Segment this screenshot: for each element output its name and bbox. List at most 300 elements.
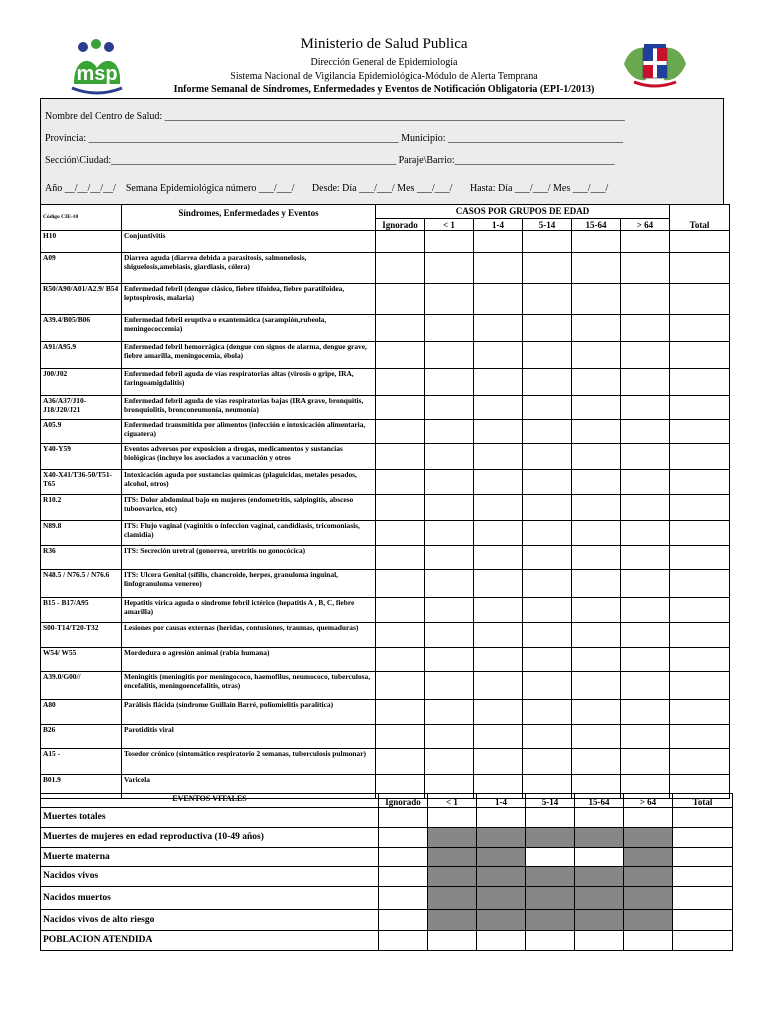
case-count-cell[interactable] xyxy=(425,342,474,369)
vital-age-header: < 1 xyxy=(428,794,477,808)
cie-code: X40-X41/T36-50/T51-T65 xyxy=(41,470,122,495)
case-count-cell[interactable] xyxy=(425,284,474,315)
case-count-cell[interactable] xyxy=(572,495,621,521)
case-count-cell[interactable] xyxy=(425,521,474,546)
row-total-cell[interactable] xyxy=(670,420,730,444)
disease-description: Hepatitis vírica aguda o síndrome febril ictérico (hepatitis A , B, C, fiebre amarilla) xyxy=(122,598,376,623)
case-count-cell[interactable] xyxy=(376,444,425,470)
case-count-cell[interactable] xyxy=(425,315,474,342)
ministry-title: Ministerio de Salud Publica xyxy=(300,36,468,52)
shaded-cell xyxy=(526,887,575,910)
row-total-cell[interactable] xyxy=(670,521,730,546)
case-count-cell[interactable] xyxy=(425,420,474,444)
disease-description: Parálisis flácida (síndrome Guillain Barré, poliomielitis paralítica) xyxy=(122,700,376,725)
cie-code: A80 xyxy=(41,700,122,725)
case-count-cell[interactable] xyxy=(425,546,474,570)
case-count-cell[interactable] xyxy=(523,231,572,253)
case-count-cell[interactable] xyxy=(425,672,474,700)
vital-count-cell[interactable] xyxy=(526,808,575,828)
case-count-cell[interactable] xyxy=(572,648,621,672)
vital-count-cell[interactable] xyxy=(379,887,428,910)
case-count-cell[interactable] xyxy=(376,495,425,521)
vital-row xyxy=(41,910,733,931)
row-total-cell[interactable] xyxy=(670,570,730,598)
case-count-cell[interactable] xyxy=(572,253,621,284)
cie-code: W54/ W55 xyxy=(41,648,122,672)
cie-code: A39.0/G00// xyxy=(41,672,122,700)
case-count-cell[interactable] xyxy=(572,546,621,570)
case-count-cell[interactable] xyxy=(621,521,670,546)
shaded-cell xyxy=(428,910,477,931)
cie-code: A15 - xyxy=(41,749,122,775)
case-count-cell[interactable] xyxy=(523,521,572,546)
shaded-cell xyxy=(575,828,624,848)
row-total-cell[interactable] xyxy=(670,284,730,315)
row-total-cell[interactable] xyxy=(670,231,730,253)
desc-header: Síndromes, Enfermedades y Eventos xyxy=(122,205,376,231)
case-count-cell[interactable] xyxy=(474,420,523,444)
cie-code: S00-T14/T20-T32 xyxy=(41,623,122,648)
casos-header: CASOS POR GRUPOS DE EDAD xyxy=(376,205,670,219)
vital-count-cell[interactable] xyxy=(379,848,428,867)
table-row xyxy=(41,521,730,546)
case-count-cell[interactable] xyxy=(523,700,572,725)
shaded-cell xyxy=(477,887,526,910)
case-count-cell[interactable] xyxy=(376,284,425,315)
case-count-cell[interactable] xyxy=(621,420,670,444)
vital-events-table xyxy=(40,793,733,951)
cie-code: N48.5 / N76.5 / N76.6 xyxy=(41,570,122,598)
row-total-cell[interactable] xyxy=(670,495,730,521)
case-count-cell[interactable] xyxy=(572,444,621,470)
case-count-cell[interactable] xyxy=(621,470,670,495)
disease-description: Enfermedad febril aguda de vías respiratorias altas (virosis o gripe, IRA, faringoamigdalitis) xyxy=(122,369,376,396)
vital-count-cell[interactable] xyxy=(428,808,477,828)
case-count-cell[interactable] xyxy=(621,570,670,598)
shaded-cell xyxy=(428,848,477,867)
shaded-cell xyxy=(428,887,477,910)
case-count-cell[interactable] xyxy=(621,672,670,700)
table-row xyxy=(41,598,730,623)
case-count-cell[interactable] xyxy=(474,369,523,396)
cie-code: A91/A95.9 xyxy=(41,342,122,369)
row-total-cell[interactable] xyxy=(670,749,730,775)
table-row xyxy=(41,470,730,495)
disease-description: ITS: Ulcera Genital (sífilis, chancroide, herpes, granuloma inguinal, linfogranuloma venereo) xyxy=(122,570,376,598)
case-count-cell[interactable] xyxy=(523,444,572,470)
vital-row xyxy=(41,887,733,910)
vital-age-header: Ignorado xyxy=(379,794,428,808)
date-week-field[interactable]: Año __/__/__/__/ Semana Epidemiológica número ___/___/ Desde: Día ___/___/ Mes ___/___/ Hasta: Día ___/___/ Mes ___/___/ xyxy=(45,183,609,194)
case-count-cell[interactable] xyxy=(621,396,670,420)
case-count-cell[interactable] xyxy=(621,284,670,315)
row-total-cell[interactable] xyxy=(670,342,730,369)
case-count-cell[interactable] xyxy=(474,672,523,700)
system-title: Sistema Nacional de Vigilancia Epidemiológica-Módulo de Alerta Temprana xyxy=(230,71,538,82)
table-row xyxy=(41,672,730,700)
shaded-cell xyxy=(624,848,673,867)
vital-total-cell[interactable] xyxy=(673,828,733,848)
case-count-cell[interactable] xyxy=(523,495,572,521)
vital-event-label: Muertes de mujeres en edad reproductiva (10-49 años) xyxy=(41,828,379,848)
cie-code: A05.9 xyxy=(41,420,122,444)
case-count-cell[interactable] xyxy=(572,396,621,420)
table-row xyxy=(41,546,730,570)
table-header-row xyxy=(41,205,730,219)
case-count-cell[interactable] xyxy=(572,700,621,725)
age-col-header: 1-4 xyxy=(474,219,523,231)
disease-description: Eventos adversos por exposicion a drogas, medicamentos y sustancias biológicas (incluye los asociados a vacunación y otros xyxy=(122,444,376,470)
case-count-cell[interactable] xyxy=(425,700,474,725)
case-count-cell[interactable] xyxy=(621,546,670,570)
vital-total-header: Total xyxy=(673,794,733,808)
table-row xyxy=(41,444,730,470)
row-total-cell[interactable] xyxy=(670,444,730,470)
shaded-cell xyxy=(624,887,673,910)
logo-text: msp xyxy=(76,63,118,85)
vital-count-cell[interactable] xyxy=(575,848,624,867)
case-count-cell[interactable] xyxy=(376,672,425,700)
table-row xyxy=(41,253,730,284)
case-count-cell[interactable] xyxy=(621,342,670,369)
case-count-cell[interactable] xyxy=(572,749,621,775)
vital-age-header: 15-64 xyxy=(575,794,624,808)
total-header-top xyxy=(670,205,730,219)
vital-total-cell[interactable] xyxy=(673,808,733,828)
vital-total-cell[interactable] xyxy=(673,867,733,887)
case-count-cell[interactable] xyxy=(621,598,670,623)
shaded-cell xyxy=(477,828,526,848)
case-count-cell[interactable] xyxy=(376,749,425,775)
disease-description: Lesiones por causas externas (heridas, contusiones, traumas, quemaduras) xyxy=(122,623,376,648)
vital-age-header: 1-4 xyxy=(477,794,526,808)
case-count-cell[interactable] xyxy=(572,598,621,623)
case-count-cell[interactable] xyxy=(425,648,474,672)
row-total-cell[interactable] xyxy=(670,470,730,495)
row-total-cell[interactable] xyxy=(670,546,730,570)
provincia-municipio-field[interactable]: Provincia: ______________________________________________________________ Municipio: ___________________________________ xyxy=(45,133,624,144)
shaded-cell xyxy=(575,910,624,931)
vital-count-cell[interactable] xyxy=(428,931,477,951)
case-count-cell[interactable] xyxy=(474,700,523,725)
case-count-cell[interactable] xyxy=(474,342,523,369)
shaded-cell xyxy=(526,828,575,848)
case-count-cell[interactable] xyxy=(523,396,572,420)
case-count-cell[interactable] xyxy=(572,570,621,598)
age-col-header: Ignorado xyxy=(376,219,425,231)
case-count-cell[interactable] xyxy=(474,648,523,672)
row-total-cell[interactable] xyxy=(670,623,730,648)
disease-description: Enfermedad febril eruptiva o exantemática (sarampión,rubeola, meningococcemia) xyxy=(122,315,376,342)
case-count-cell[interactable] xyxy=(523,623,572,648)
case-count-cell[interactable] xyxy=(523,284,572,315)
diseases-table xyxy=(40,204,730,799)
row-total-cell[interactable] xyxy=(670,396,730,420)
shaded-cell xyxy=(624,867,673,887)
row-total-cell[interactable] xyxy=(670,315,730,342)
vital-count-cell[interactable] xyxy=(379,931,428,951)
table-row xyxy=(41,700,730,725)
case-count-cell[interactable] xyxy=(523,672,572,700)
cie-code: Y40-Y59 xyxy=(41,444,122,470)
case-count-cell[interactable] xyxy=(621,700,670,725)
case-count-cell[interactable] xyxy=(572,470,621,495)
disease-description: Meningitis (meningitis por meningococo, haemofilus, neumococo, tuberculosa, encefalitis, meningoencefalitis, otras) xyxy=(122,672,376,700)
case-count-cell[interactable] xyxy=(621,623,670,648)
table-row xyxy=(41,420,730,444)
age-col-header: 15-64 xyxy=(572,219,621,231)
case-count-cell[interactable] xyxy=(523,749,572,775)
disease-description: Parotiditis viral xyxy=(122,725,376,749)
direction-title: Dirección General de Epidemiología xyxy=(310,57,458,68)
vital-event-label: Nacidos vivos de alto riesgo xyxy=(41,910,379,931)
disease-description: Varicela xyxy=(122,775,376,799)
table-row xyxy=(41,648,730,672)
case-count-cell[interactable] xyxy=(621,648,670,672)
table-row xyxy=(41,623,730,648)
case-count-cell[interactable] xyxy=(376,231,425,253)
disease-description: Enfermedad transmitida por alimentos (infección e intoxicación alimentaria, ciguatera) xyxy=(122,420,376,444)
case-count-cell[interactable] xyxy=(376,598,425,623)
row-total-cell[interactable] xyxy=(670,253,730,284)
report-title: Informe Semanal de Síndromes, Enfermedades y Eventos de Notificación Obligatoria (EPI-1/2013) xyxy=(173,84,595,95)
row-total-cell[interactable] xyxy=(670,700,730,725)
case-count-cell[interactable] xyxy=(474,231,523,253)
vital-count-cell[interactable] xyxy=(379,808,428,828)
vital-total-cell[interactable] xyxy=(673,848,733,867)
vital-count-cell[interactable] xyxy=(379,828,428,848)
age-col-header: < 1 xyxy=(425,219,474,231)
case-count-cell[interactable] xyxy=(523,420,572,444)
cie-code: R10.2 xyxy=(41,495,122,521)
case-count-cell[interactable] xyxy=(572,231,621,253)
case-count-cell[interactable] xyxy=(572,284,621,315)
shaded-cell xyxy=(624,910,673,931)
case-count-cell[interactable] xyxy=(425,470,474,495)
vital-header-row xyxy=(41,794,733,808)
vital-row xyxy=(41,808,733,828)
vital-event-label: POBLACION ATENDIDA xyxy=(41,931,379,951)
case-count-cell[interactable] xyxy=(572,521,621,546)
total-header: Total xyxy=(670,219,730,231)
row-total-cell[interactable] xyxy=(670,672,730,700)
case-count-cell[interactable] xyxy=(621,369,670,396)
case-count-cell[interactable] xyxy=(425,623,474,648)
case-count-cell[interactable] xyxy=(425,749,474,775)
case-count-cell[interactable] xyxy=(474,546,523,570)
disease-description: Enfermedad febril aguda de vías respiratorias bajas (IRA grave, bronquitis, bronquiolitis, bronconeumonía, neumonía) xyxy=(122,396,376,420)
cie-code: H10 xyxy=(41,231,122,253)
case-count-cell[interactable] xyxy=(572,725,621,749)
vital-age-header: 5-14 xyxy=(526,794,575,808)
centro-field[interactable]: Nombre del Centro de Salud: ____________________________________________________________________________________________ xyxy=(45,111,625,122)
age-col-header: > 64 xyxy=(621,219,670,231)
case-count-cell[interactable] xyxy=(376,396,425,420)
vital-count-cell[interactable] xyxy=(477,931,526,951)
case-count-cell[interactable] xyxy=(474,396,523,420)
cie-code: R50/A90/A01/A2.9/ B54 xyxy=(41,284,122,315)
form-header xyxy=(40,98,724,205)
table-row xyxy=(41,284,730,315)
case-count-cell[interactable] xyxy=(425,570,474,598)
case-count-cell[interactable] xyxy=(474,470,523,495)
vital-row xyxy=(41,931,733,951)
case-count-cell[interactable] xyxy=(376,253,425,284)
case-count-cell[interactable] xyxy=(376,470,425,495)
case-count-cell[interactable] xyxy=(474,315,523,342)
vital-count-cell[interactable] xyxy=(379,867,428,887)
case-count-cell[interactable] xyxy=(523,342,572,369)
case-count-cell[interactable] xyxy=(523,570,572,598)
shaded-cell xyxy=(575,887,624,910)
case-count-cell[interactable] xyxy=(376,725,425,749)
case-count-cell[interactable] xyxy=(572,342,621,369)
disease-description: Mordedura o agresión animal (rabia humana) xyxy=(122,648,376,672)
case-count-cell[interactable] xyxy=(474,495,523,521)
case-count-cell[interactable] xyxy=(523,598,572,623)
cie-code: B15 - B17/A95 xyxy=(41,598,122,623)
vital-count-cell[interactable] xyxy=(477,808,526,828)
case-count-cell[interactable] xyxy=(376,369,425,396)
case-count-cell[interactable] xyxy=(621,749,670,775)
case-count-cell[interactable] xyxy=(572,369,621,396)
case-count-cell[interactable] xyxy=(523,648,572,672)
case-count-cell[interactable] xyxy=(523,725,572,749)
disease-description: ITS: Dolor abdominal bajo en mujeres (endometritis, salpingitis, absceso tuboovarico, etc) xyxy=(122,495,376,521)
vital-event-label: Muerte materna xyxy=(41,848,379,867)
vital-count-cell[interactable] xyxy=(624,808,673,828)
case-count-cell[interactable] xyxy=(474,598,523,623)
case-count-cell[interactable] xyxy=(572,420,621,444)
case-count-cell[interactable] xyxy=(621,725,670,749)
case-count-cell[interactable] xyxy=(474,253,523,284)
disease-description: Tosedor crónico (sintomático respiratorio 2 semanas, tuberculosis pulmonar) xyxy=(122,749,376,775)
case-count-cell[interactable] xyxy=(425,396,474,420)
shaded-cell xyxy=(428,867,477,887)
case-count-cell[interactable] xyxy=(376,546,425,570)
case-count-cell[interactable] xyxy=(425,231,474,253)
case-count-cell[interactable] xyxy=(425,253,474,284)
case-count-cell[interactable] xyxy=(425,444,474,470)
shaded-cell xyxy=(624,828,673,848)
case-count-cell[interactable] xyxy=(523,253,572,284)
vital-event-label: Muertes totales xyxy=(41,808,379,828)
case-count-cell[interactable] xyxy=(474,570,523,598)
vital-count-cell[interactable] xyxy=(575,931,624,951)
shaded-cell xyxy=(575,867,624,887)
vital-row xyxy=(41,848,733,867)
cie-code: A36/A37/J10-J18/J20/J21 xyxy=(41,396,122,420)
case-count-cell[interactable] xyxy=(474,284,523,315)
shaded-cell xyxy=(526,910,575,931)
vital-total-cell[interactable] xyxy=(673,931,733,951)
row-total-cell[interactable] xyxy=(670,648,730,672)
case-count-cell[interactable] xyxy=(523,315,572,342)
vital-age-header: > 64 xyxy=(624,794,673,808)
shaded-cell xyxy=(526,867,575,887)
case-count-cell[interactable] xyxy=(621,315,670,342)
case-count-cell[interactable] xyxy=(621,231,670,253)
case-count-cell[interactable] xyxy=(474,725,523,749)
cie-code: R36 xyxy=(41,546,122,570)
case-count-cell[interactable] xyxy=(474,623,523,648)
table-row xyxy=(41,396,730,420)
disease-description: ITS: Secreción uretral (gonorrea, uretritis no gonocócica) xyxy=(122,546,376,570)
vital-total-cell[interactable] xyxy=(673,887,733,910)
case-count-cell[interactable] xyxy=(523,546,572,570)
case-count-cell[interactable] xyxy=(523,369,572,396)
code-header: Código CIE-10 xyxy=(41,205,122,231)
case-count-cell[interactable] xyxy=(474,444,523,470)
table-row xyxy=(41,495,730,521)
shaded-cell xyxy=(477,867,526,887)
case-count-cell[interactable] xyxy=(572,623,621,648)
vital-total-cell[interactable] xyxy=(673,910,733,931)
case-count-cell[interactable] xyxy=(474,749,523,775)
seccion-paraje-field[interactable]: Sección\Ciudad:_________________________________________________________ Paraje\Barrio:________________________________ xyxy=(45,155,615,166)
cie-code: A39.4/B05/B06 xyxy=(41,315,122,342)
case-count-cell[interactable] xyxy=(523,470,572,495)
age-col-header: 5-14 xyxy=(523,219,572,231)
case-count-cell[interactable] xyxy=(621,253,670,284)
case-count-cell[interactable] xyxy=(376,521,425,546)
case-count-cell[interactable] xyxy=(474,521,523,546)
vital-row xyxy=(41,867,733,887)
disease-description: Conjuntivitis xyxy=(122,231,376,253)
vital-event-label: Nacidos vivos xyxy=(41,867,379,887)
disease-description: Enfermedad febril (dengue clásico, fiebre tifoidea, fiebre paratifoidea, leptospirosis, malaria) xyxy=(122,284,376,315)
table-row xyxy=(41,342,730,369)
case-count-cell[interactable] xyxy=(425,598,474,623)
row-total-cell[interactable] xyxy=(670,369,730,396)
case-count-cell[interactable] xyxy=(376,315,425,342)
case-count-cell[interactable] xyxy=(572,315,621,342)
case-count-cell[interactable] xyxy=(376,623,425,648)
case-count-cell[interactable] xyxy=(376,570,425,598)
vital-row xyxy=(41,828,733,848)
case-count-cell[interactable] xyxy=(425,495,474,521)
table-row xyxy=(41,570,730,598)
vital-count-cell[interactable] xyxy=(624,931,673,951)
case-count-cell[interactable] xyxy=(621,495,670,521)
vital-count-cell[interactable] xyxy=(526,848,575,867)
cie-code: B26 xyxy=(41,725,122,749)
row-total-cell[interactable] xyxy=(670,598,730,623)
disease-description: Diarrea aguda (diarrea debida a parasitosis, salmonelosis, shiguelosis,amebiasis, giardiasis, cólera) xyxy=(122,253,376,284)
case-count-cell[interactable] xyxy=(376,342,425,369)
shaded-cell xyxy=(477,910,526,931)
table-row xyxy=(41,725,730,749)
case-count-cell[interactable] xyxy=(425,725,474,749)
row-total-cell[interactable] xyxy=(670,725,730,749)
case-count-cell[interactable] xyxy=(572,672,621,700)
vital-count-cell[interactable] xyxy=(379,910,428,931)
disease-description: Intoxicación aguda por sustancias químicas (plaguicidas, metales pesados, alcohol, otros) xyxy=(122,470,376,495)
case-count-cell[interactable] xyxy=(376,700,425,725)
table-row xyxy=(41,231,730,253)
cie-code: B01.9 xyxy=(41,775,122,799)
vital-count-cell[interactable] xyxy=(526,931,575,951)
vital-count-cell[interactable] xyxy=(575,808,624,828)
shaded-cell xyxy=(428,828,477,848)
case-count-cell[interactable] xyxy=(425,369,474,396)
table-row xyxy=(41,369,730,396)
cie-code: N89.8 xyxy=(41,521,122,546)
case-count-cell[interactable] xyxy=(621,444,670,470)
case-count-cell[interactable] xyxy=(376,420,425,444)
case-count-cell[interactable] xyxy=(376,648,425,672)
disease-description: Enfermedad febril hemorrágica (dengue con signos de alarma, dengue grave, fiebre amarilla, meningocemia, ébola) xyxy=(122,342,376,369)
